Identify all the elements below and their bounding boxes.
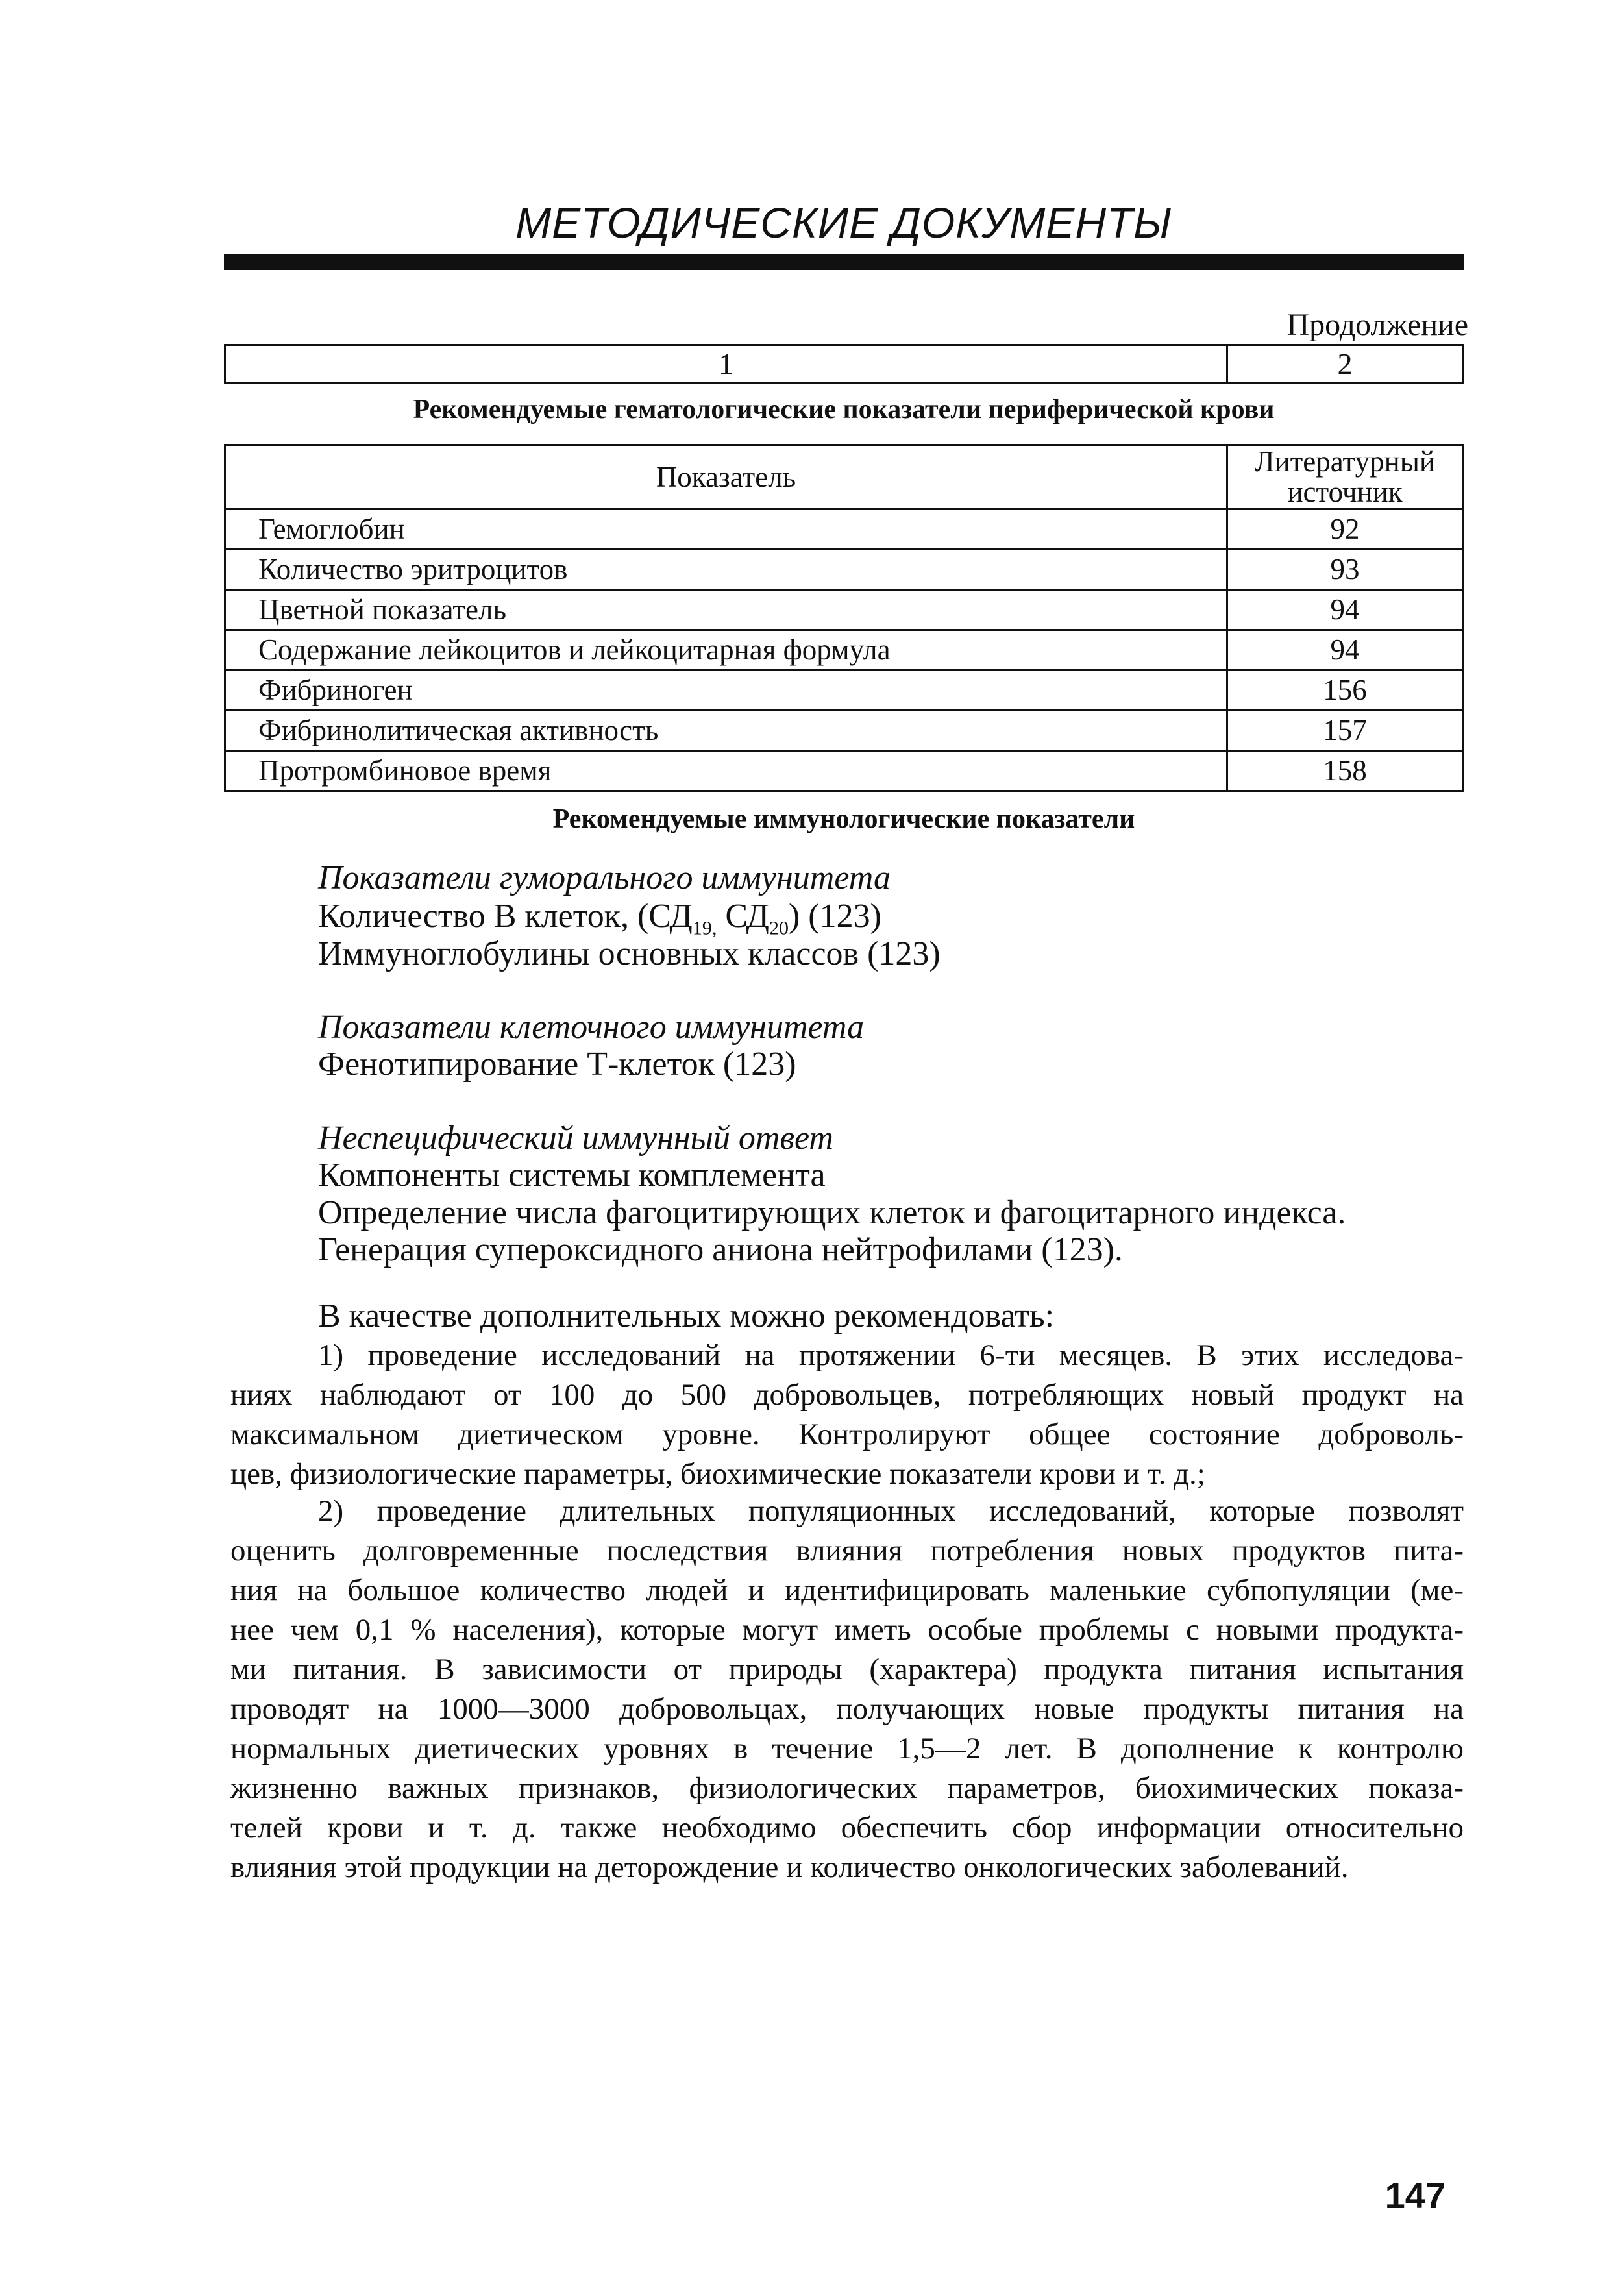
table-row <box>225 711 1463 751</box>
additional-item-2 <box>230 1492 1464 1887</box>
humoral-line1-prefix: Количество В клеток, (СД <box>318 898 693 935</box>
column-header-source-line2: источник <box>1287 476 1403 508</box>
page-number: 147 <box>1384 2175 1446 2216</box>
column-number-2: 2 <box>1227 345 1463 384</box>
indicator-cell: Содержание лейкоцитов и лейкоцитарная формула <box>225 630 1227 670</box>
header-rule <box>224 254 1464 270</box>
nonspecific-line-phagocytes: Определение числа фагоцитирующих клеток и фагоцитарного индекса. <box>318 1194 1346 1231</box>
paragraph-line: проводят на 1000—3000 добровольцах, получающих новые продукты питания на <box>230 1692 1464 1726</box>
cd20-subscript: 20 <box>769 917 789 939</box>
table-row <box>225 550 1463 590</box>
indicator-cell: Количество эритроцитов <box>225 550 1227 590</box>
source-cell: 92 <box>1227 510 1463 550</box>
column-header-source-line1: Литературный <box>1254 445 1436 478</box>
column-number-row <box>224 344 1464 384</box>
paragraph-line: нее чем 0,1 % населения), которые могут иметь особые проблемы с новыми продукта- <box>230 1613 1464 1647</box>
humoral-line-b-cells <box>318 900 881 938</box>
paragraph-line: жизненно важных признаков, физиологических параметров, биохимических показа- <box>230 1771 1464 1805</box>
nonspecific-response-subheading: Неспецифический иммунный ответ <box>318 1120 833 1157</box>
source-cell: 158 <box>1227 751 1463 791</box>
source-cell: 94 <box>1227 590 1463 630</box>
paragraph-line: влияния этой продукции на деторождение и количество онкологических заболеваний. <box>230 1850 1349 1884</box>
column-number-1: 1 <box>225 345 1227 384</box>
source-cell: 157 <box>1227 711 1463 751</box>
source-cell: 94 <box>1227 630 1463 670</box>
hematology-heading: Рекомендуемые гематологические показатели периферической крови <box>413 395 1275 424</box>
indicator-cell: Фибринолитическая активность <box>225 711 1227 751</box>
paragraph-line: ния на большое количество людей и идентифицировать маленькие субпопуляции (ме- <box>230 1573 1464 1607</box>
paragraph-line: нормальных диетических уровнях в течение 1,5—2 лет. В дополнение к контролю <box>230 1732 1464 1765</box>
paragraph-line: ниях наблюдают от 100 до 500 добровольцев, потребляющих новый продукт на <box>230 1378 1464 1412</box>
table-row <box>225 510 1463 550</box>
indicator-cell: Гемоглобин <box>225 510 1227 550</box>
table-row <box>225 630 1463 670</box>
continuation-label: Продолжение <box>1286 308 1468 342</box>
humoral-line1-mid: СД <box>717 898 769 935</box>
humoral-immunity-subheading: Показатели гуморального иммунитета <box>318 859 891 896</box>
column-header-indicator: Показатель <box>225 445 1227 510</box>
indicator-cell: Цветной показатель <box>225 590 1227 630</box>
table-row <box>225 670 1463 711</box>
additional-intro: В качестве дополнительных можно рекомендовать: <box>318 1297 1055 1334</box>
nonspecific-line-superoxide: Генерация супероксидного аниона нейтрофилами (123). <box>318 1231 1123 1268</box>
paragraph-line: 2) проведение длительных популяционных исследований, которые позволят <box>318 1494 1464 1528</box>
additional-item-1 <box>230 1336 1464 1494</box>
source-cell: 93 <box>1227 550 1463 590</box>
paragraph-line: цев, физиологические параметры, биохимические показатели крови и т. д.; <box>230 1457 1205 1491</box>
paragraph-line: максимальном диетическом уровне. Контролируют общее состояние доброволь- <box>230 1418 1464 1451</box>
table-row <box>225 590 1463 630</box>
immunology-heading: Рекомендуемые иммунологические показатели <box>552 804 1135 834</box>
indicator-cell: Протромбиновое время <box>225 751 1227 791</box>
nonspecific-line-complement: Компоненты системы комплемента <box>318 1157 826 1194</box>
hematology-table <box>224 444 1464 792</box>
cd19-subscript: 19, <box>692 917 717 939</box>
source-cell: 156 <box>1227 670 1463 711</box>
column-header-source <box>1227 445 1463 510</box>
table-header-row <box>225 445 1463 510</box>
page-header-title: МЕТОДИЧЕСКИЕ ДОКУМЕНТЫ <box>515 199 1172 247</box>
paragraph-line: ми питания. В зависимости от природы (характера) продукта питания испытания <box>230 1653 1464 1686</box>
humoral-line1-suffix: ) (123) <box>788 898 881 935</box>
paragraph-line: 1) проведение исследований на протяжении 6-ти месяцев. В этих исследова- <box>318 1338 1464 1372</box>
table-row <box>225 751 1463 791</box>
cellular-line-phenotyping: Фенотипирование Т-клеток (123) <box>318 1046 796 1083</box>
humoral-line-immunoglobulins: Иммуноглобулины основных классов (123) <box>318 935 941 972</box>
paragraph-line: телей крови и т. д. также необходимо обеспечить сбор информации относительно <box>230 1811 1464 1845</box>
cellular-immunity-subheading: Показатели клеточного иммунитета <box>318 1009 865 1046</box>
indicator-cell: Фибриноген <box>225 670 1227 711</box>
paragraph-line: оценить долговременные последствия влияния потребления новых продуктов пита- <box>230 1534 1464 1567</box>
